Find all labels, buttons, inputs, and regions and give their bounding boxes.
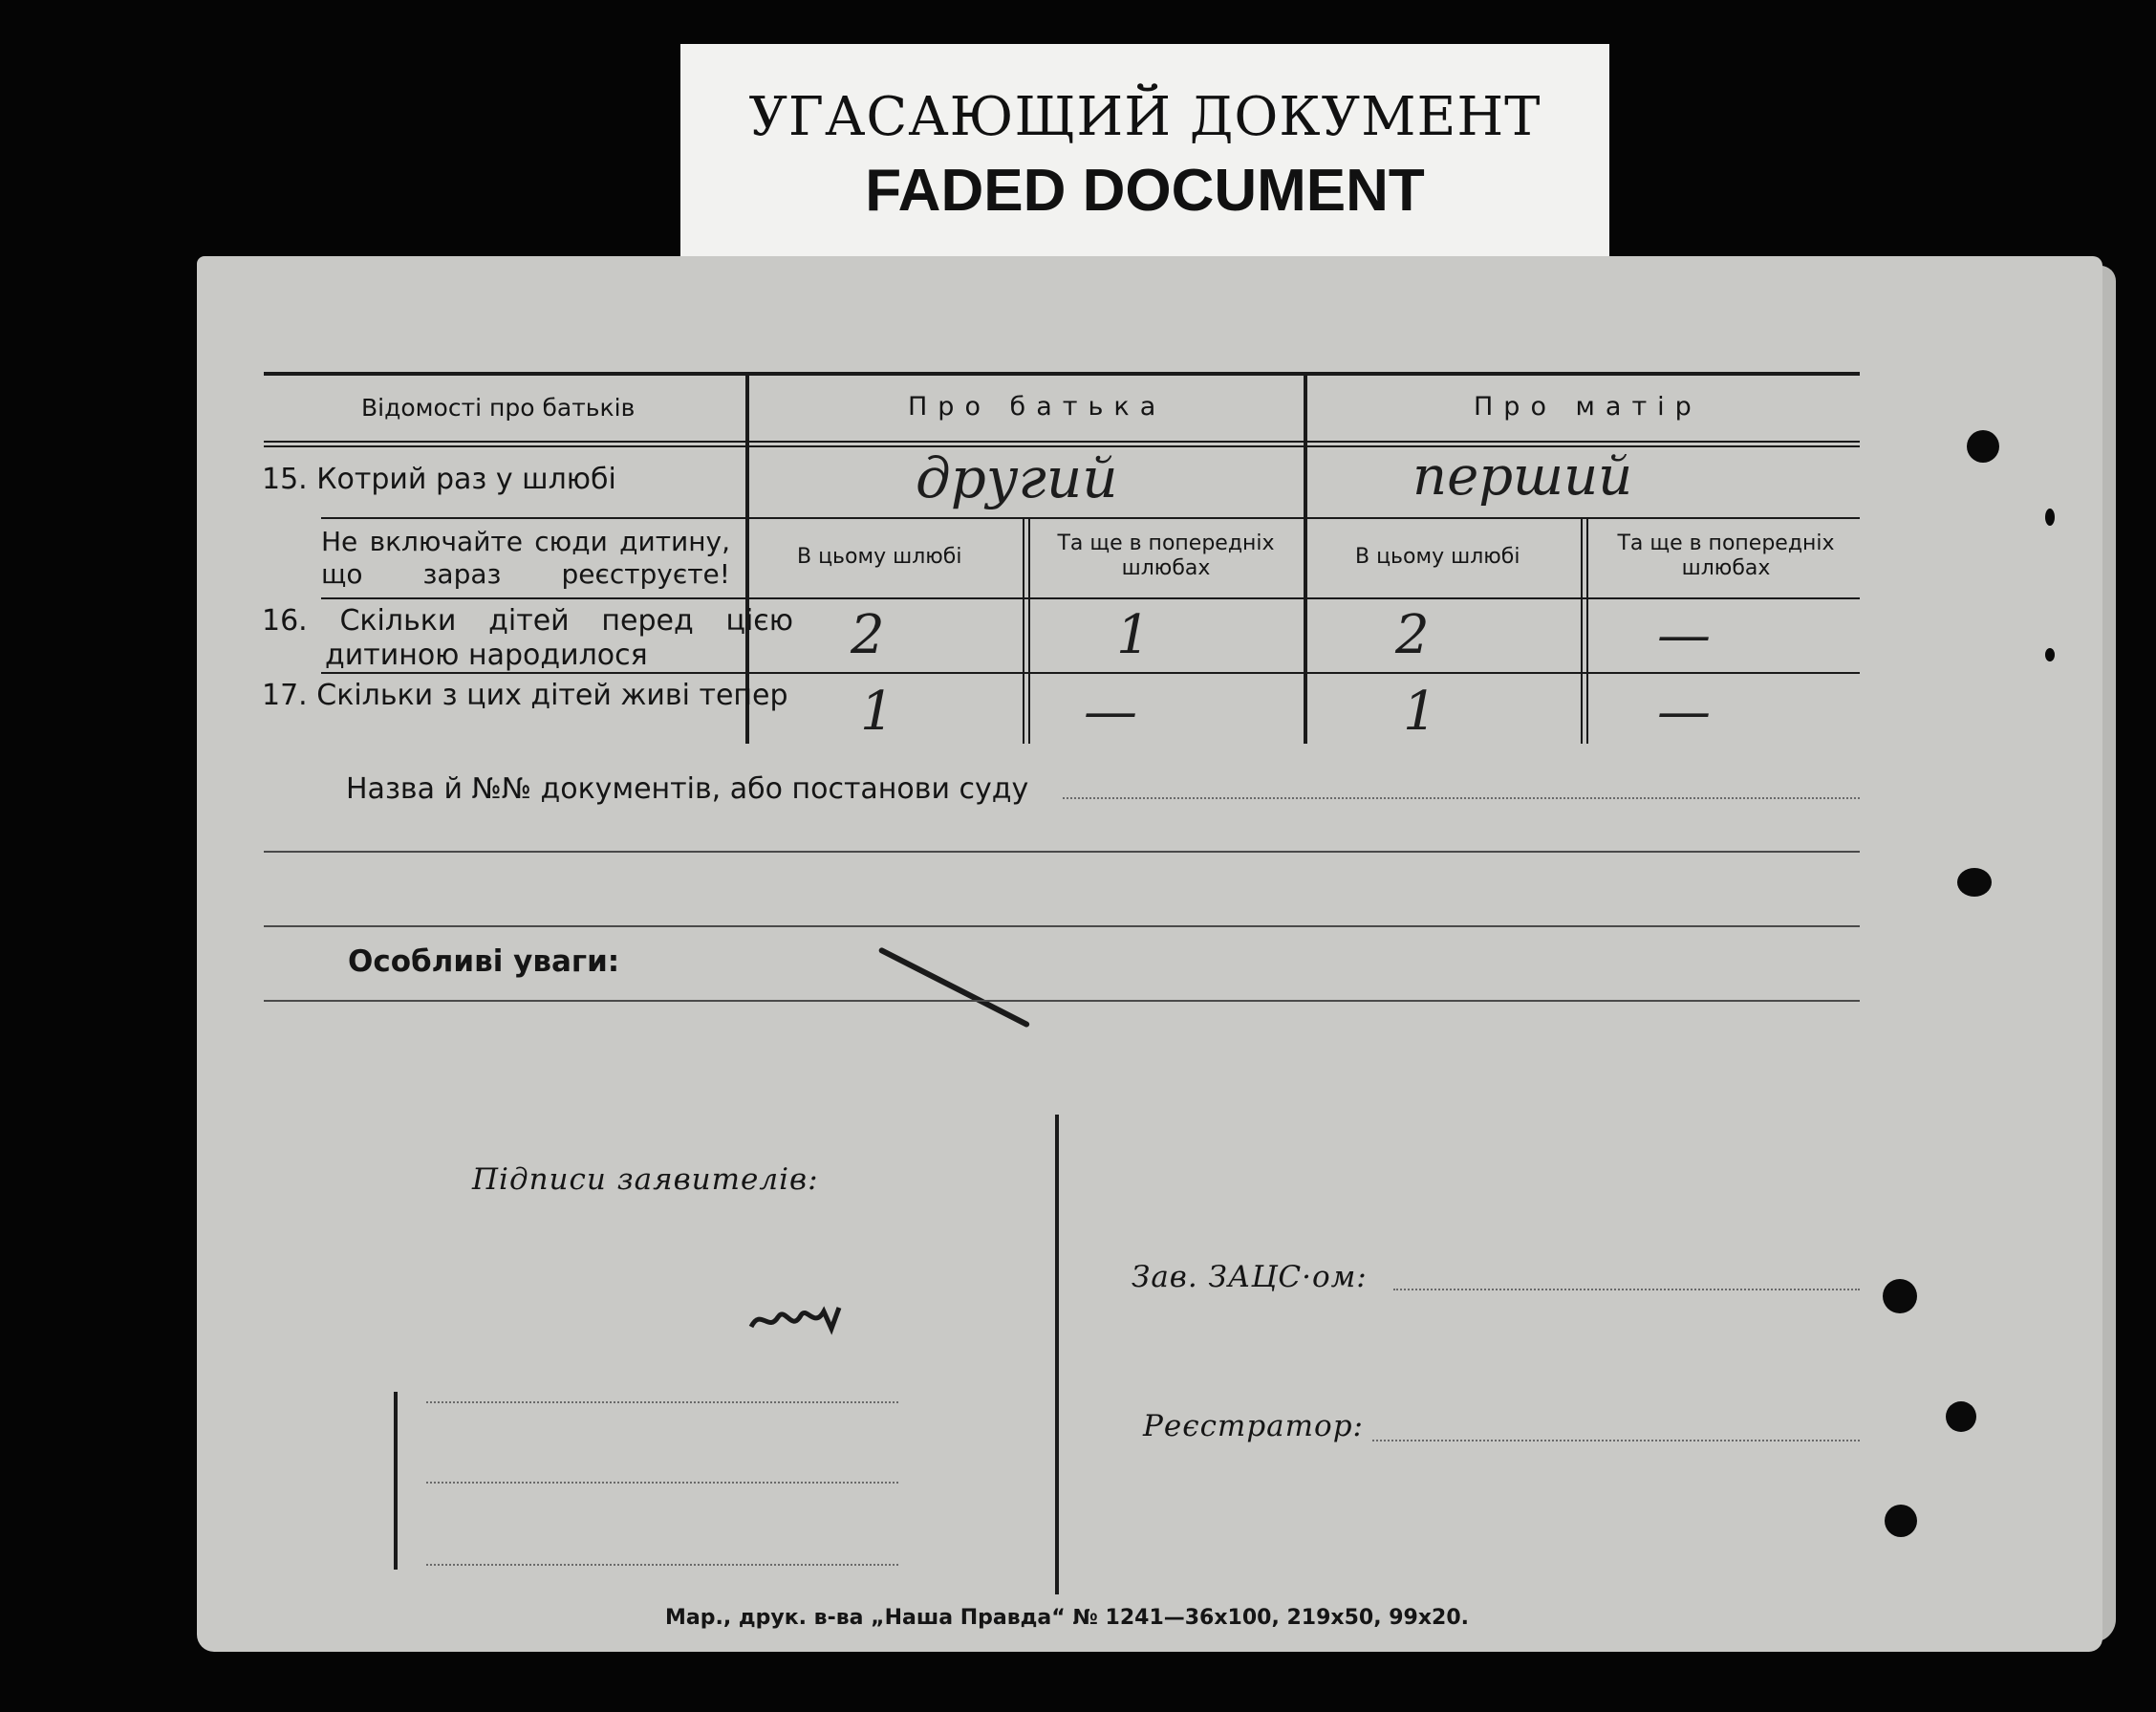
column-divider — [1304, 376, 1307, 744]
banner-title-en: FADED DOCUMENT — [865, 158, 1425, 224]
signature-line — [426, 1401, 898, 1403]
father-this-marriage-header: В цьому шлюбі — [797, 545, 962, 569]
father-children-alive-this-marriage: 1 — [860, 681, 895, 743]
mother-marriage-count: перший — [1412, 445, 1633, 508]
punch-hole — [2045, 648, 2055, 661]
banner-title-ru: УГАСАЮЩИЙ ДОКУМЕНТ — [748, 86, 1542, 148]
signature-line — [426, 1482, 898, 1484]
punch-hole — [1885, 1505, 1917, 1537]
registrar-signature-line — [1372, 1440, 1860, 1441]
special-notes-line — [264, 1000, 1860, 1002]
row-rule — [321, 517, 1860, 519]
bracket-line — [394, 1392, 398, 1570]
applicant-signature-mark — [747, 1300, 847, 1338]
mother-children-previous: — — [1657, 604, 1711, 666]
faded-document-banner — [680, 44, 1609, 260]
column-divider — [1023, 519, 1024, 744]
row-rule — [321, 597, 1860, 599]
applicants-signatures-label: Підписи заявителів: — [472, 1162, 819, 1197]
punch-hole — [1883, 1279, 1917, 1313]
printer-imprint: Мар., друк. в-ва „Наша Правда“ № 1241—36x100, 219x50, 99x20. — [665, 1606, 1470, 1630]
mother-children-alive-previous: — — [1657, 681, 1711, 743]
mother-children-this-marriage: 2 — [1395, 604, 1430, 666]
father-previous-marriages-header: Та ще в попередніх шлюбах — [1057, 531, 1275, 580]
column-divider — [1586, 519, 1588, 744]
mother-previous-marriages-header: Та ще в попередніх шлюбах — [1617, 531, 1835, 580]
row-15-label: 15. Котрий раз у шлюбі — [262, 463, 616, 496]
punch-hole — [1967, 430, 1999, 463]
signature-line — [426, 1564, 898, 1566]
registrar-label: Реєстратор: — [1143, 1409, 1364, 1443]
father-children-alive-previous: — — [1084, 681, 1137, 743]
punch-hole — [2045, 509, 2055, 526]
documents-fill-line — [1063, 797, 1860, 799]
father-children-this-marriage: 2 — [851, 604, 885, 666]
documents-label: Назва й №№ документів, або постанови суду — [346, 772, 1029, 806]
table-top-rule — [264, 372, 1860, 376]
punch-hole — [1957, 868, 1992, 897]
head-signature-line — [1393, 1289, 1860, 1290]
father-marriage-count: другий — [916, 445, 1118, 510]
mother-this-marriage-header: В цьому шлюбі — [1355, 545, 1520, 569]
signature-divider — [1055, 1115, 1059, 1594]
head-of-registry-label: Зав. ЗАЦС·ом: — [1132, 1260, 1368, 1294]
header-about-father: Про батька — [908, 392, 1167, 422]
punch-hole — [1946, 1401, 1976, 1432]
table-header-rule — [264, 441, 1860, 443]
mother-children-alive-this-marriage: 1 — [1403, 681, 1437, 743]
header-parents-info: Відомості про батьків — [361, 394, 636, 422]
column-divider — [1581, 519, 1583, 744]
father-children-previous: 1 — [1116, 604, 1151, 666]
documents-line — [264, 851, 1860, 853]
header-about-mother: Про матір — [1474, 392, 1702, 422]
exclude-child-note: Не включайте сюди дитину, що зараз реєструєте! — [321, 526, 730, 590]
column-divider — [1028, 519, 1030, 744]
row-16-label: 16. Скільки дітей перед цією дитиною народилося — [262, 604, 793, 672]
row-17-label: 17. Скільки з цих дітей живі тепер — [262, 679, 788, 712]
documents-line — [264, 925, 1860, 927]
special-notes-label: Особливі уваги: — [348, 944, 620, 979]
